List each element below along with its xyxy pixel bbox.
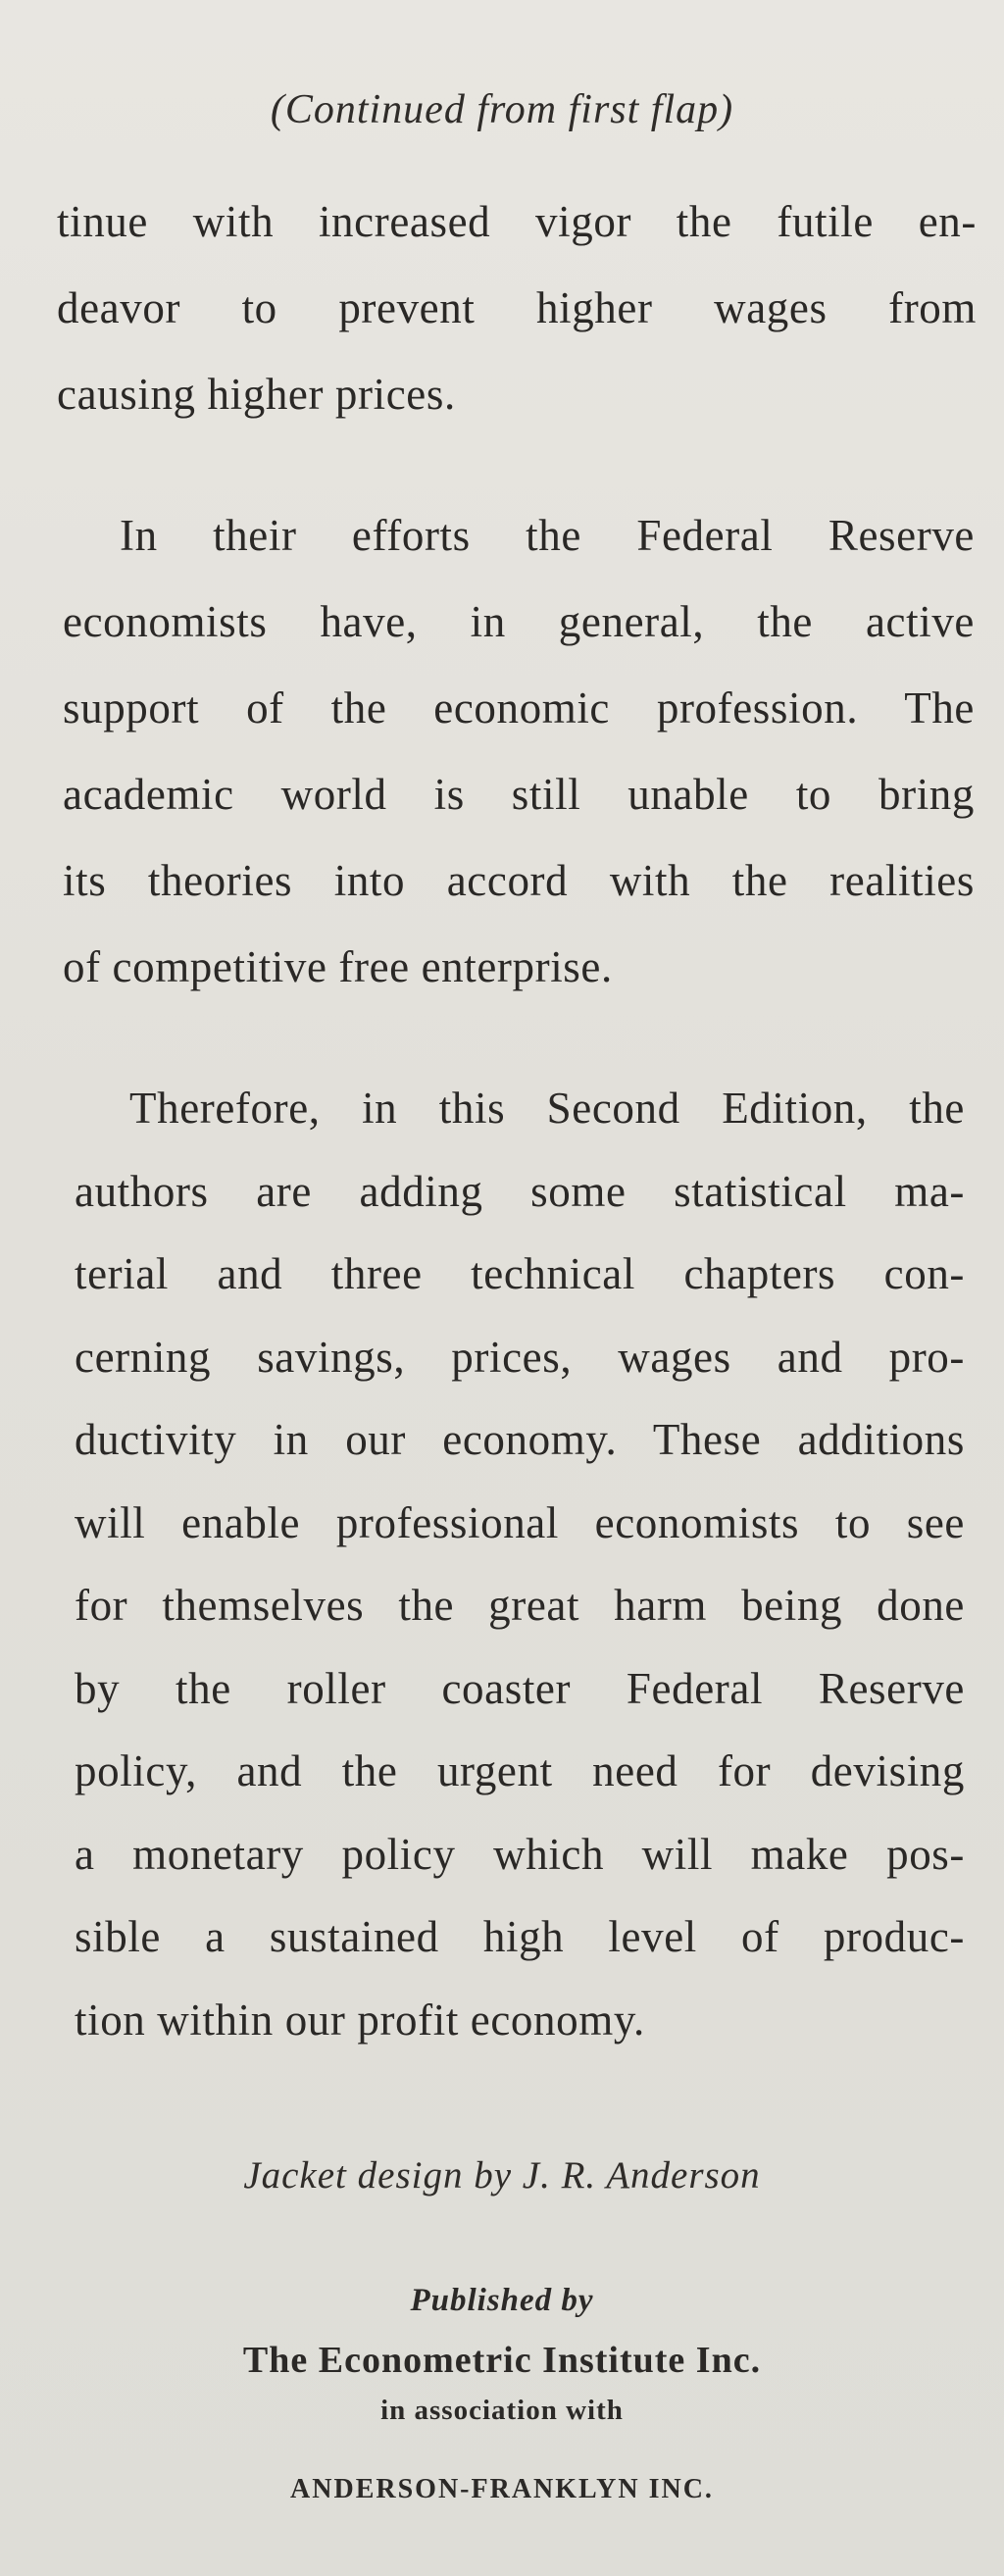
text-line: its theories into accord with the realities: [63, 856, 975, 905]
paragraph-3: [75, 1067, 965, 2061]
published-by-label: Published by: [410, 2283, 594, 2318]
co-publisher-name: ANDERSON-FRANKLYN INC.: [290, 2474, 714, 2504]
paragraph-1: [57, 178, 977, 437]
text-line: Therefore, in this Second Edition, the: [129, 1084, 965, 1133]
text-line: for themselves the great harm being done: [75, 1581, 965, 1630]
text-line: by the roller coaster Federal Reserve: [75, 1663, 965, 1713]
text-line: ductivity in our economy. These additions: [75, 1415, 965, 1464]
association-label: in association with: [380, 2395, 624, 2426]
text-line: will enable professional economists to see: [75, 1497, 965, 1547]
text-line: terial and three technical chapters con-: [75, 1249, 965, 1298]
text-line: deavor to prevent higher wages from: [57, 283, 977, 332]
text-line: a monetary policy which will make pos-: [75, 1829, 965, 1879]
jacket-design-credit: Jacket design by J. R. Anderson: [243, 2154, 761, 2197]
text-line: of competitive free enterprise.: [63, 942, 613, 991]
continued-note: (Continued from first flap): [270, 87, 734, 132]
text-line: cerning savings, prices, wages and pro-: [75, 1332, 965, 1382]
text-line: tion within our profit economy.: [75, 1995, 645, 2045]
text-line: In their efforts the Federal Reserve: [120, 511, 975, 560]
text-line: causing higher prices.: [57, 370, 456, 419]
publisher-name: The Econometric Institute Inc.: [242, 2340, 762, 2381]
text-line: policy, and the urgent need for devising: [75, 1746, 965, 1795]
text-line: tinue with increased vigor the futile en-: [57, 197, 977, 246]
paragraph-2: [63, 492, 975, 1010]
text-line: economists have, in general, the active: [63, 597, 975, 646]
text-line: academic world is still unable to bring: [63, 770, 975, 819]
text-line: authors are adding some statistical ma-: [75, 1166, 965, 1216]
text-line: support of the economic profession. The: [63, 683, 975, 732]
text-line: sible a sustained high level of produc-: [75, 1912, 965, 1961]
